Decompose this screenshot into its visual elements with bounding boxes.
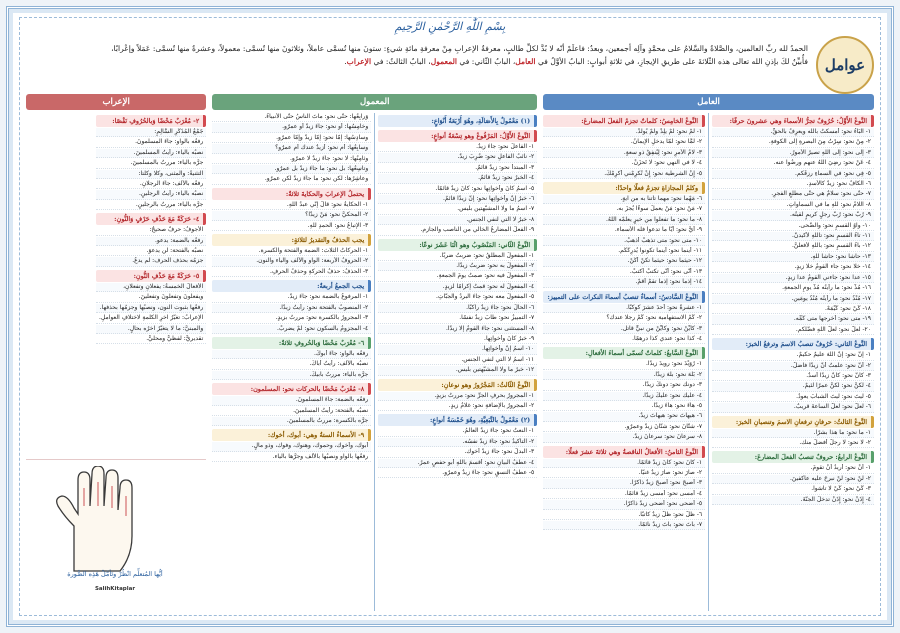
section-heading: (٢) مَعْمُولٌ بالتَّبَعِيَّةِ، وهُوَ خَمْسَةُ أنواعٍ: — [378, 414, 537, 426]
list-item: ١٦- مُذْ نحو: ما رأيتُه مُذْ يومِ الجمعةِ. — [712, 284, 874, 293]
list-item: ١١- أينما نحو: أينما تكونوا يُدرِكْكُم. — [543, 247, 705, 256]
intro-red-amil: العامل — [515, 57, 536, 66]
section-heading: ٤- حَرَكَةٌ مَعَ حَذْفِ حَرْفٍ وَالنُّونِ: — [96, 213, 206, 225]
list-item: ٤- المجزومُ بالسكون نحو: لَمْ يضربْ. — [212, 325, 371, 334]
section-heading: النَّوعُ الثاني: حُرُوفٌ تنصبُ الاسمَ وترفعُ الخبرَ: — [712, 338, 874, 350]
section-heading: النَّوعُ الأَوَّلُ: حُرُوفٌ تجرُّ الأسماءَ وهي عشرونَ حرفًا: — [712, 115, 874, 127]
list-item: ٤- كذا نحو: عندي كذا درهمًا. — [543, 335, 705, 344]
list-item: ٧- شتّانَ نحو: شتّانَ زيدٌ وعمرٌو. — [543, 423, 705, 432]
list-item: نصبُه بالألف: رأيتُ أباكَ. — [212, 360, 371, 369]
list-item: جرُّه بالياء: مررتُ بالرجلَينِ. — [96, 201, 206, 210]
list-item: الأجوفُ: حرفٌ صحيحٌ: — [96, 226, 206, 235]
list-item: ٢- المفعولُ به نحو: ضربتُ زيدًا. — [378, 262, 537, 271]
list-item: ١- لَمْ نحو: لَمْ يلِدْ ولَمْ يُولَدْ. — [543, 128, 705, 137]
column-amil-body — [543, 113, 874, 611]
list-item: ١٠- متى نحو: متى تذهبْ أذهبْ. — [543, 237, 705, 246]
list-item: ٢- المنصوبُ بالفتحة نحو: رأيتُ زيدًا. — [212, 304, 371, 313]
list-item: ٣- كأنَّ نحو: كأنَّ زيدًا أسدٌ. — [712, 372, 874, 381]
section-heading: يحتملُ الإعرابَ والحكايةَ ثلاثةٌ: — [212, 188, 371, 200]
poster-sheet — [6, 6, 894, 627]
list-item: ٤- عطفُ البيانِ نحو: أقسمَ باللهِ أبو حفصٍ عمرُ. — [378, 459, 537, 468]
section-heading: النَّوعُ الثّالثُ: المَجْرُورُ وهو نوعانِ: — [378, 379, 537, 391]
list-item: جَمْعُ المُذَكَّرِ السَّالِمِ: — [96, 128, 206, 137]
list-item: ٤- عليك نحو: عليكَ زيدًا. — [543, 392, 705, 401]
list-item: ١٩- متى نحو: أخرجها متى كُمِّه. — [712, 315, 874, 324]
section-heading: ٥- حَرَكَةٌ مَعَ حَذْفِ النُّونِ: — [96, 270, 206, 282]
list-item: ٧- اسمُ ما ولا المشبّهتين بليس. — [378, 205, 537, 214]
column-amil — [543, 94, 874, 611]
list-item: ٧- باتَ نحو: باتَ زيدٌ نائمًا. — [543, 521, 705, 530]
content-grid — [26, 94, 874, 611]
list-item: رفعُها بثبوت النون، ونصبُها وجزمُها بحذفها. — [96, 304, 206, 313]
list-item: أبوك، وأخوك، وحموك، وهنوك، وفوك، وذو مالٍ. — [212, 442, 371, 451]
list-item: ١٣- حاشا نحو: حاشا للهِ. — [712, 253, 874, 262]
list-item: ١- عشرةٌ نحو: أحدَ عشرَ كوكبًا. — [543, 304, 705, 313]
list-item: ٥- عطفُ النسقِ نحو: جاءَ زيدٌ وعمرٌو. — [378, 469, 537, 478]
section-heading: النَّوعُ الأَوَّلُ: المَرْفُوعُ وهو تِسْعَةُ أنواعٍ: — [378, 130, 537, 142]
intro-red-irab: الإعراب — [346, 57, 372, 66]
list-item: رفعُه بالضمة: جاءَ المسلمونَ. — [212, 396, 371, 405]
list-item: رفعُه بالألف: جاءَ الرجلانِ. — [96, 180, 206, 189]
section-heading: ٢- مُعْرَبٌ مَحْضًا وَبالحُرُوفِ نَقْصًا: — [96, 115, 206, 127]
list-item: ٥- هاءَ نحو: هاءَ زيدًا. — [543, 402, 705, 411]
list-item: ١- المفعولُ المطلقُ نحو: ضربتُ ضربًا. — [378, 252, 537, 261]
list-item: ١- النعتُ نحو: جاءَ زيدٌ العالمُ. — [378, 427, 537, 436]
list-item: ١٢- حيثما نحو: حيثما تكنْ أكُنْ. — [543, 257, 705, 266]
list-item: ٣- المبتدأُ نحو: زيدٌ قائمٌ. — [378, 164, 537, 173]
list-item: جرُّه بالياء: مررتُ بأبيكَ. — [212, 371, 371, 380]
list-item: ١٢- باءُ القسمِ نحو: باللهِ لأفعلنَّ. — [712, 242, 874, 251]
section-heading: يجب الجمعُ أربعةٌ: — [212, 280, 371, 292]
list-item: ٨- خبرُ لا التي لنفي الجنس. — [378, 216, 537, 225]
list-item: ٨- اللامُ نحو: للهِ ما في السماواتِ. — [712, 201, 874, 210]
list-item: ١- البَاءُ نحو: أمسكتُ بالله ويعرِفُ بالحقِّ. — [712, 128, 874, 137]
list-item: ٢٠- لعلَّ نحو: لعلَّ اللهِ فضّلكم. — [712, 326, 874, 335]
list-item: ٥- فِي نحو: في السماءِ رزقُكم. — [712, 170, 874, 179]
list-item: ١٠- اسمُ إنَّ وأخواتِها. — [378, 345, 537, 354]
list-item: ١٧- مُنْذُ نحو: ما رأيتُه مُنْذُ يومَين. — [712, 295, 874, 304]
list-item: وسابِعُها: أم نحو: أزيدٌ عندك أم عمرٌو؟ — [212, 144, 371, 153]
list-item: ٤- أمسى نحو: أمسى زيدٌ قائمًا. — [543, 490, 705, 499]
list-item: جزمُه بحذف الحرف: لم يدعُ. — [96, 257, 206, 266]
list-item: ١٠- واوُ القسمِ نحو: والضُّحى. — [712, 222, 874, 231]
list-item: ٣- أصبحَ نحو: أصبحَ زيدٌ ذاكرًا. — [543, 479, 705, 488]
list-item: ٢- أنَّ نحو: علمتُ أنَّ زيدًا فاضلٌ. — [712, 362, 874, 371]
list-item: ١- المجرورُ بحرفِ الجرِّ نحو: مررتُ بزيدٍ. — [378, 392, 537, 401]
list-item: رفعُه بالواو: جاءَ المسلمونَ. — [96, 138, 206, 147]
list-item: ٧- التمييزُ نحو: طابَ زيدٌ نفسًا. — [378, 314, 537, 323]
hand-illustration — [26, 459, 206, 611]
section-heading: ٩- الأسماءُ الستةُ وهي: أبوك، أخوك: — [212, 429, 371, 441]
list-item: ٤- المفعولُ له نحو: قمتُ إكرامًا لزيدٍ. — [378, 283, 537, 292]
list-item: ٣- الحذفُ: حذفُ الحركةِ وحذفُ الحرفِ. — [212, 268, 371, 277]
list-item: ٢- لَنْ نحو: لَنْ نبرحَ عليه عاكفينَ. — [712, 475, 874, 484]
section-heading: ٨- مُعْرَبٌ مَحْضًا بالحركات نحو: المسلمون: — [212, 383, 371, 395]
list-item: ٩- رُبَّ نحو: رُبَّ رجلٍ كريمٍ لقيتُه. — [712, 211, 874, 220]
list-item: ١٣- أنّى نحو: أنّى تكتبْ أكتبْ. — [543, 268, 705, 277]
list-item: الأفعالُ الخمسةُ: يفعلانِ وتفعلانِ، — [96, 283, 206, 292]
intro-line-2: فأُبيِّنُ لكَ بإذنِ الله تعالى هذه الثّلاثةَ على طريقِ الإيجازِ، في ثلاثةِ أبوابٍ: البابُ الأوَّلُ في العامل، البابُ الثّاني: في المعمول، البابُ الثالثُ: في الإعراب. — [344, 57, 808, 66]
section-heading: يجب الحذفُ والتقديرُ لثلاثةٍ: — [212, 234, 371, 246]
list-item: ٥- أضحى نحو: أضحى زيدٌ ذاكرًا. — [543, 500, 705, 509]
list-item: ٢- التأكيدُ نحو: جاءَ زيدٌ نفسُه. — [378, 438, 537, 447]
section-heading: النَّوعُ الخامِسُ: كلماتٌ تجزمُ الفعلَ المضارعَ: — [543, 115, 705, 127]
list-item: ١- رُوَيْدَ نحو: رويدَ زيدًا. — [543, 360, 705, 369]
list-item: نصبُه بالفتحة: رأيتُ المسلمينَ. — [212, 407, 371, 416]
list-item: ١- الحكايةُ نحو: قالَ إنّي عبدُ اللهِ. — [212, 201, 371, 210]
list-item: ٥- اسمُ كانَ وأخواتِها نحو: كانَ زيدٌ قائمًا. — [378, 185, 537, 194]
section-heading: النَّوعُ الثّاني: المَنْصُوبُ وهو اثْنَا عَشَرَ نوعًا: — [378, 239, 537, 251]
list-item: ٥- إِنْ الشرطية نحو: إِنْ تُكرِمْني أُكرِمْكَ. — [543, 170, 705, 179]
column-mamul-title: المعمول — [212, 94, 537, 110]
mamul-left-list — [212, 113, 371, 611]
section-heading: النَّوعُ الثامنُ: الأفعالُ الناقصةُ وهي ثلاثةَ عشرَ فعلًا: — [543, 446, 705, 458]
intro-text — [28, 42, 808, 68]
column-divider — [708, 113, 709, 611]
list-item: ٢- الحروفُ الأربعة: الواو والألف والياء والنون. — [212, 257, 371, 266]
hand-caption: أيُّها المُتعلِّم انْظُرْ وتَأمَّلْ هَذِه الصُّورة — [67, 570, 163, 578]
column-irab-title: الإعراب — [26, 94, 206, 110]
list-item: ١- كانَ نحو: كانَ زيدٌ قائمًا. — [543, 459, 705, 468]
list-item: ١٤- خلا نحو: جاء القومُ خلا زيدٍ. — [712, 263, 874, 272]
list-item: ٣- المفعولُ فيه نحو: صمتُ يومَ الجمعةِ. — [378, 272, 537, 281]
list-item: ٣- الإتباعُ نحو: الحمدِ للهِ. — [212, 222, 371, 231]
poster-inner-frame — [19, 17, 881, 616]
list-item: وَرابِعُها: حتّى نحو: ماتَ الناسُ حتّى الأنبياءُ. — [212, 113, 371, 122]
list-item: ٢- لا نحو: لا رجلٌ أفضلَ منك. — [712, 439, 874, 448]
list-item: ١٨- كَيْ نحو: كَيْمَهْ. — [712, 305, 874, 314]
list-item: ٤- لا في النهي نحو: لا تَحزَنْ. — [543, 159, 705, 168]
basmala: بِسْمِ اللّٰهِ الرَّحْمٰنِ الرَّحِيمِ — [394, 20, 506, 33]
list-item: التثنيةُ: والمثنى، وكلا وكلتا: — [96, 170, 206, 179]
list-item: ٦- هيهاتَ نحو: هيهاتَ زيدٌ. — [543, 412, 705, 421]
list-item: ٤- عَنْ نحو: رضِيَ اللهُ عنهم ورضُوا عنه. — [712, 159, 874, 168]
list-item: ٣- إلى نحو: إلى اللهِ تصيرُ الأمورُ. — [712, 149, 874, 158]
list-item: وعاشِرُها: لكن نحو: ما جاءَ زيدٌ لكن عمرٌو. — [212, 175, 371, 184]
list-item: ٢- المجرورُ بالإضافةِ نحو: غلامُ زيدٍ. — [378, 402, 537, 411]
list-item: الإعرابُ: تغيُّرُ آخرِ الكلمةِ لاختلافِ العواملِ. — [96, 314, 206, 323]
list-item: ٣- لامُ الأمرِ نحو: لِيُنفِقْ ذو سعةٍ. — [543, 149, 705, 158]
list-item: وثامِنُها: لا نحو: جاءَ زيدٌ لا عمرٌو. — [212, 155, 371, 164]
list-item: ١- أَنْ نحو: أُريدُ أَنْ تقومَ. — [712, 464, 874, 473]
list-item: ٣- البدلُ نحو: جاءَ زيدٌ أخوك. — [378, 448, 537, 457]
list-item: ٩- الفعلُ المضارعُ الخالي من الناصب والجازم. — [378, 226, 537, 235]
list-item: وسادِسُها: إمّا نحو: إمّا زيدٌ وإمّا عمرٌو. — [212, 134, 371, 143]
list-item: نصبُه بالفتحة: لن يدعوَ. — [96, 247, 206, 256]
list-item: ٨- ما نحو: ما تفعلوا من خيرٍ يعلمْه اللهُ. — [543, 216, 705, 225]
list-item: ٢- بَلْهَ نحو: بلهَ زيدًا. — [543, 371, 705, 380]
list-item: ٦- خبرُ إنَّ وأخواتِها نحو: إنَّ زيدًا قائمٌ. — [378, 195, 537, 204]
list-item: نصبُه بالياء: رأيتُ المسلمينَ. — [96, 149, 206, 158]
list-item: ١- الفاعلُ نحو: جاءَ زيدٌ. — [378, 143, 537, 152]
amil-left-list — [543, 113, 705, 611]
intro-red-mamul: المعمول — [430, 57, 458, 66]
list-item: ٨- سرعانَ نحو: سرعانَ زيدٌ. — [543, 433, 705, 442]
column-divider — [374, 113, 375, 611]
list-item: وتاسِعُها: بل نحو: ما جاءَ زيدٌ بل عمرٌو. — [212, 165, 371, 174]
list-item: ويفعلونَ وتفعلونَ وتفعلينَ. — [96, 293, 206, 302]
list-item: ٢- كَمْ الاستفهامية نحو: كَمْ رجلًا عندك؟ — [543, 314, 705, 323]
list-item: ١١- تاءُ القسمِ نحو: تاللهِ لأكيدنَّ. — [712, 232, 874, 241]
list-item: تقديريٌّ: لفظيٌّ ومحلّيٌّ. — [96, 335, 206, 344]
list-item: ٦- الحالُ نحو: جاءَ زيدٌ راكبًا. — [378, 304, 537, 313]
list-item: والمبنيُّ: ما لا يتغيّرُ آخرُه بحالٍ. — [96, 325, 206, 334]
list-item: ٦- الكافُ نحو: زيدٌ كالأسدِ. — [712, 180, 874, 189]
list-item: ٢- المحكيُّ نحو: مَنْ زيدًا؟ — [212, 211, 371, 220]
section-heading: النَّوعُ الرابعُ: حروفٌ تنصبُ الفعلَ المضارعَ: — [712, 451, 874, 463]
amil-right-list — [712, 113, 874, 611]
list-item: ٢- صارَ نحو: صارَ زيدٌ غنيًّا. — [543, 469, 705, 478]
column-irab — [26, 94, 206, 611]
list-item: ٥- المفعولُ معه نحو: جاءَ البردُ والجبّاتِ. — [378, 293, 537, 302]
list-item: ٦- ظلَّ نحو: ظلَّ زيدٌ كاتبًا. — [543, 511, 705, 520]
list-item: جرُّه بالياء: مررتُ بالمسلمينَ. — [96, 159, 206, 168]
title-badge: عوامل — [816, 36, 874, 94]
section-heading: ٦- مُعْرَبٌ مَحْضًا وَبالحُروفِ ثلاثةٌ: — [212, 337, 371, 349]
list-item: ٦- لعلَّ نحو: لعلَّ الساعةَ قريبٌ. — [712, 403, 874, 412]
publisher-logo: SalihKitaplar — [94, 586, 136, 592]
list-item: ٣- كَيْ نحو: كَيْ لا تأسَوا. — [712, 485, 874, 494]
column-mamul-body — [212, 113, 537, 611]
list-item: ٤- إِذَنْ نحو: إِذَنْ تدخلَ الجنّةَ. — [712, 496, 874, 505]
hand-icon — [34, 466, 184, 576]
list-item: ١- الحركاتُ الثلاث: الضمة والفتحة والكسرة. — [212, 247, 371, 256]
list-item: ٣- دونك نحو: دونكَ زيدًا. — [543, 381, 705, 390]
list-item: ٤- الخبرُ نحو: زيدٌ قائمٌ. — [378, 174, 537, 183]
list-item: ٣- كأيِّنْ نحو: وكأيِّنْ من نبيٍّ قاتل. — [543, 325, 705, 334]
list-item: ١- إنَّ نحو: إنَّ اللهَ عليمٌ حكيمٌ. — [712, 351, 874, 360]
section-heading: النَّوعُ الثالثُ: حرفانِ ترفعانِ الاسمَ وتنصبانِ الخبرَ: — [712, 416, 874, 428]
list-item: ١١- اسمُ لا التي لنفي الجنس. — [378, 356, 537, 365]
mamul-right-list — [378, 113, 537, 611]
list-item: ٢- نائبُ الفاعلِ نحو: ضُرِبَ زيدٌ. — [378, 153, 537, 162]
list-item: ٥- ليتَ نحو: ليتَ الشبابَ يعودُ. — [712, 393, 874, 402]
list-item: ١٥- عدا نحو: جاءني القومُ عدا زيدٍ. — [712, 274, 874, 283]
column-mamul — [212, 94, 537, 611]
list-item: ١- ما نحو: ما هذا بشرًا. — [712, 429, 874, 438]
list-item: رفعُه بالضمة: يدعو. — [96, 237, 206, 246]
list-item: ٨- المستثنى نحو: جاءَ القومُ إلا زيدًا. — [378, 325, 537, 334]
list-item: ١٤- إذما نحو: إذما تقمْ أقمْ. — [543, 278, 705, 287]
section-heading: وكلمُ المجازاةِ تجزمُ فعلًا واحدًا: — [543, 182, 705, 194]
intro-line-1: الحمدُ لله ربِّ العالمين، والصَّلاةُ والسَّلامُ على محمَّدٍ وآلِه أجمعين، وبعدُ: فاعلَمْ أنّه لا بُدَّ لكلِّ طالبٍ، معرفةُ الإعرابِ مِنْ معرفةِ مائةِ شيءٍ: ستونَ منها تُسمَّى عاملاً، وثلاثونَ منها تُسمَّى: معمولاً، وعشرةٌ منها تُسمَّى: عَمَلاً وإعْرابًا، — [111, 44, 808, 53]
section-heading: النَّوعُ السَّادسُ: أسماءٌ تنصبُ أسماءَ النكرات على التمييز: — [543, 291, 705, 303]
section-heading: (١) مَعْمُولٌ بِالأَصَالَةِ، وهُوَ أَرْبَعَةُ أَنْوَاعٍ: — [378, 115, 537, 127]
column-irab-body — [26, 113, 206, 455]
list-item: ٣- المجرورُ بالكسرة نحو: مررتُ بزيدٍ. — [212, 314, 371, 323]
section-heading: النَّوعُ السَّابعُ: كلماتٌ تُسمّى أسماءَ الأفعالِ: — [543, 347, 705, 359]
list-item: جرُّه بالكسرة: مررتُ بالمسلمينَ. — [212, 417, 371, 426]
list-item: رفعُها بالواو ونصبُها بالألف وجرُّها بالياء. — [212, 453, 371, 462]
list-item: ٤- لكنَّ نحو: لكنَّ عمرًا لئيمٌ. — [712, 382, 874, 391]
list-item: رفعُه بالواو: جاءَ أبوكَ. — [212, 350, 371, 359]
list-item: ١- المرفوعُ بالضمة نحو: جاءَ زيدٌ. — [212, 293, 371, 302]
list-item: ٢- لَمَّا نحو: لمّا يدخلِ الإيمانُ. — [543, 138, 705, 147]
list-item: ٩- خبرُ كانَ وأخواتِها. — [378, 335, 537, 344]
list-item: ٩- أيُّ نحو: أيًّا ما تدعوا فله الأسماء. — [543, 226, 705, 235]
list-item: ٧- حتّى نحو: سلامٌ هي حتّى مطلعِ الفجرِ. — [712, 190, 874, 199]
list-item: ٧- مَنْ نحو: مَنْ يعملْ سوءًا يُجزَ به. — [543, 205, 705, 214]
column-amil-title: العامل — [543, 94, 874, 110]
list-item: نصبُه بالياء: رأيتُ الرجلَينِ. — [96, 190, 206, 199]
list-item: ٦- مَهْما نحو: مهما تأتنا به من آيةٍ. — [543, 195, 705, 204]
list-item: ١٢- خبرُ ما ولا المشبّهتين بليس. — [378, 366, 537, 375]
list-item: ٢- مِنْ نحو: سِرْتُ مِنَ البصرةِ إلى الكوفةِ. — [712, 138, 874, 147]
irab-list — [96, 113, 206, 413]
list-item: وخامِسُها: أو نحو: جاءَ زيدٌ أو عمرٌو. — [212, 123, 371, 132]
